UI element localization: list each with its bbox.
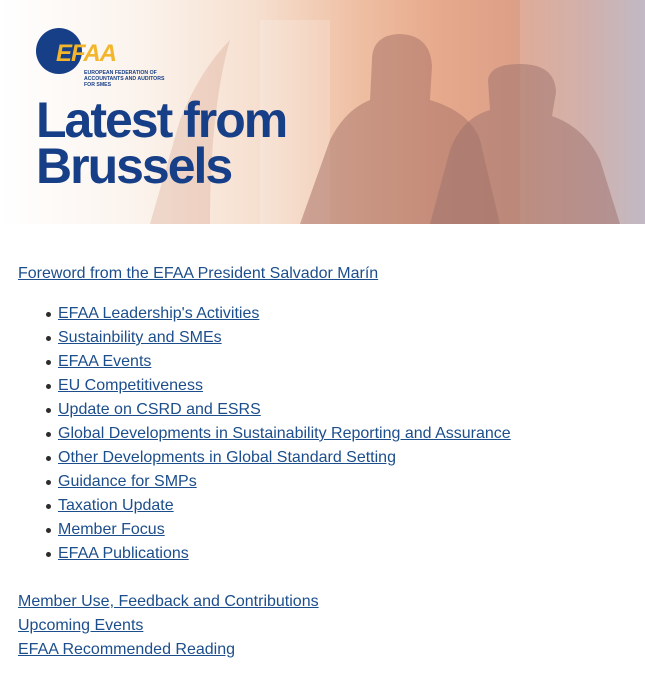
upcoming-events-link[interactable]: Upcoming Events <box>18 617 144 634</box>
list-item <box>58 422 627 446</box>
extra-links <box>18 590 627 662</box>
topics-list <box>18 302 627 566</box>
topic-link[interactable]: Other Developments in Global Standard Setting <box>58 449 396 466</box>
list-item <box>58 446 627 470</box>
list-item <box>58 542 627 566</box>
topic-link[interactable]: EFAA Events <box>58 353 152 370</box>
list-item <box>58 374 627 398</box>
newsletter-contents <box>0 224 645 662</box>
list-item <box>58 302 627 326</box>
topic-link[interactable]: Sustainbility and SMEs <box>58 329 222 346</box>
topic-link[interactable]: Taxation Update <box>58 497 174 514</box>
list-item <box>58 470 627 494</box>
headline-line-2: Brussels <box>36 138 232 194</box>
list-item <box>58 398 627 422</box>
list-item <box>58 494 627 518</box>
header-banner <box>0 0 645 224</box>
topic-link[interactable]: EFAA Publications <box>58 545 189 562</box>
list-item <box>58 518 627 542</box>
topic-link[interactable]: Guidance for SMPs <box>58 473 197 490</box>
topic-link[interactable]: EFAA Leadership's Activities <box>58 305 260 322</box>
list-item <box>58 350 627 374</box>
logo-wordmark: EFAA <box>56 40 117 67</box>
topic-link[interactable]: Update on CSRD and ESRS <box>58 401 261 418</box>
topic-link[interactable]: EU Competitiveness <box>58 377 203 394</box>
topic-link[interactable]: Member Focus <box>58 521 165 538</box>
logo-subtitle: EUROPEAN FEDERATION OF ACCOUNTANTS AND AUDITORS FOR SMES <box>84 70 165 88</box>
foreword-link[interactable]: Foreword from the EFAA President Salvador Marín <box>18 265 379 282</box>
list-item <box>58 326 627 350</box>
banner-headline <box>36 92 287 194</box>
member-feedback-link[interactable]: Member Use, Feedback and Contributions <box>18 593 319 610</box>
headline-line-1: Latest from <box>36 92 287 148</box>
topic-link[interactable]: Global Developments in Sustainability Reporting and Assurance <box>58 425 511 442</box>
efaa-logo <box>36 28 166 88</box>
recommended-reading-link[interactable]: EFAA Recommended Reading <box>18 641 236 658</box>
